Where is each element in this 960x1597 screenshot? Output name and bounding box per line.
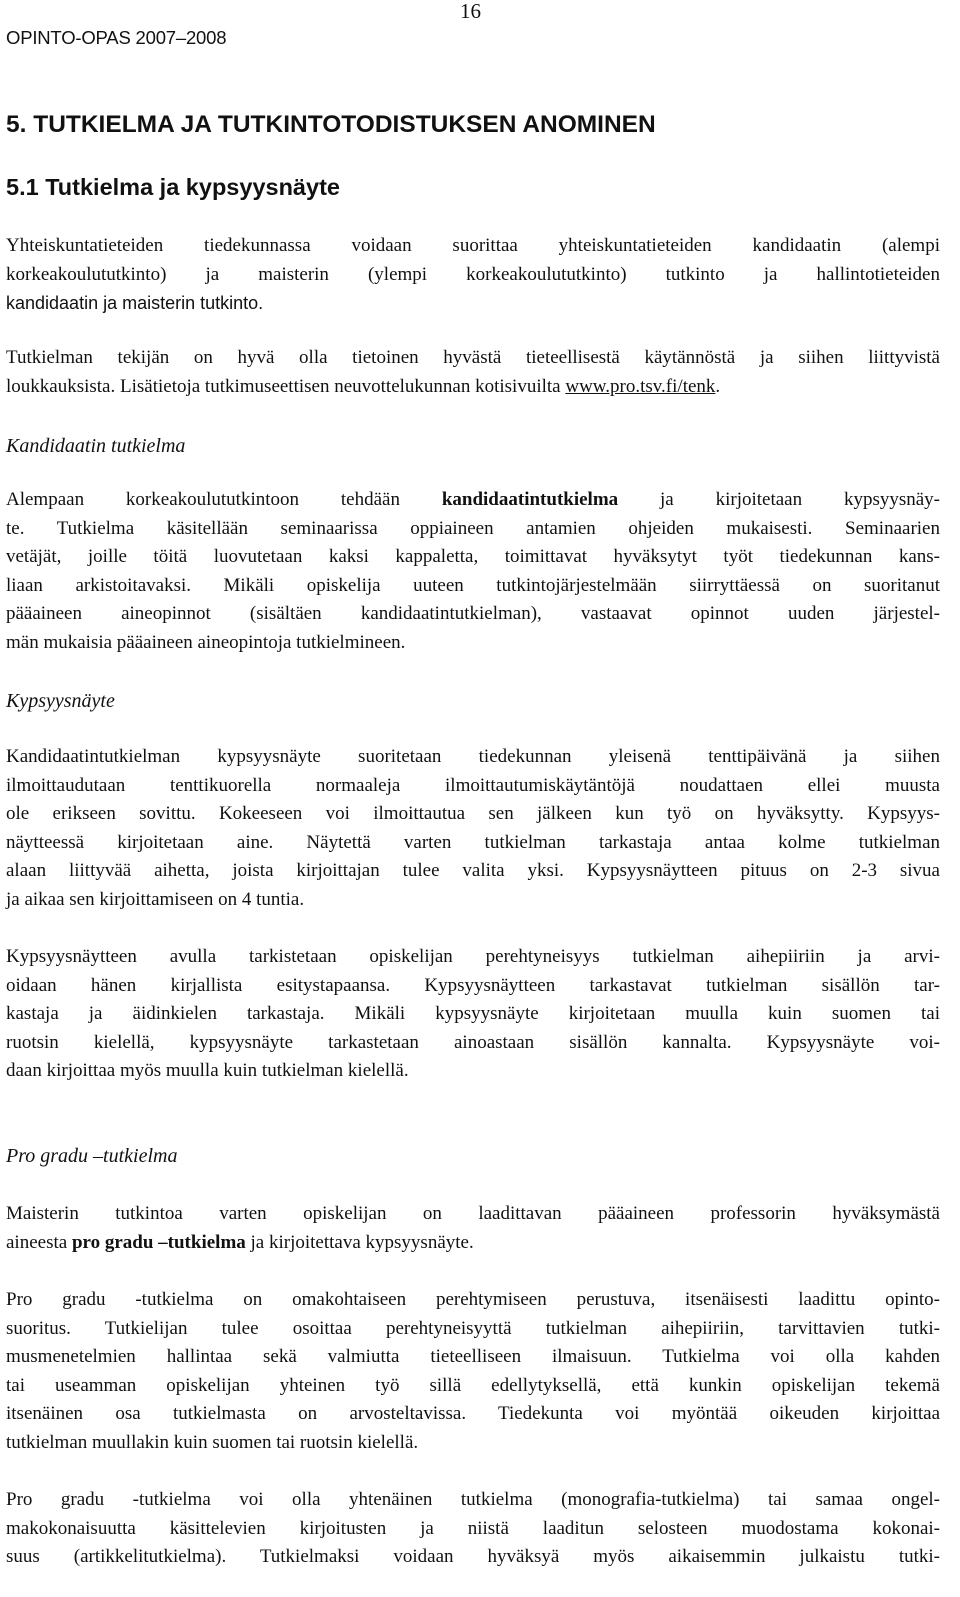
- intro-paragraph: [6, 232, 940, 318]
- progradu-line: tai useamman opiskelijan yhteinen työ sillä edellytyksellä, että kunkin opiskelijan tekemä: [6, 1374, 940, 1396]
- progradu-line: makokonaisuutta käsittelevien kirjoitusten ja niistä laaditun selosteen muodostama kokonai-: [6, 1517, 940, 1539]
- progradu-paragraph-2: [6, 1286, 940, 1457]
- kandidaatin-heading: Kandidaatin tutkielma: [6, 435, 186, 457]
- kypsyysnayte-line: ja aikaa sen kirjoittamiseen on 4 tuntia.: [6, 888, 305, 910]
- ethics-line: [6, 373, 940, 402]
- kypsyysnayte-paragraph-2: [6, 943, 940, 1086]
- kandidaatin-line: vetäjät, joille töitä luovutetaan kaksi kappaletta, toimittavat hyväksytyt työt tiedekunnan kans-: [6, 546, 940, 567]
- running-head: OPINTO-OPAS 2007–2008: [6, 27, 227, 48]
- section-heading: 5.1 Tutkielma ja kypsyysnäyte: [6, 174, 340, 200]
- kypsyysnayte-line: ilmoittaudutaan tenttikuorella normaaleja ilmoittautumiskäytäntöjä noudattaen ellei muusta: [6, 774, 940, 796]
- kandidaatin-term: kandidaatintutkielma: [441, 489, 619, 510]
- kypsyysnayte-line: Kandidaatintutkielman kypsyysnäyte suoritetaan tiedekunnan yleisenä tenttipäivänä ja siihen: [6, 746, 940, 767]
- progradu-line: Pro gradu -tutkielma voi olla yhtenäinen tutkielma (monografia-tutkielma) tai samaa ongel-: [6, 1489, 940, 1510]
- kypsyysnayte-paragraph-1: [6, 743, 940, 914]
- kypsyysnayte-line: ruotsin kielellä, kypsyysnäyte tarkastetaan ainoastaan sisällön kannalta. Kypsyysnäyte voi-: [6, 1031, 940, 1053]
- chapter-heading: 5. TUTKIELMA JA TUTKINTOTODISTUKSEN ANOMINEN: [6, 111, 656, 138]
- kypsyysnayte-line: näytteessä kirjoitetaan aine. Näytettä varten tutkielman tarkastaja antaa kolme tutkielman: [6, 831, 940, 853]
- kypsyysnayte-line: daan kirjoittaa myös muulla kuin tutkielman kielellä.: [6, 1060, 409, 1081]
- progradu-text: ja kirjoitettava kypsyysnäyte.: [245, 1231, 474, 1253]
- progradu-line: Maisterin tutkintoa varten opiskelijan on laadittavan pääaineen professorin hyväksymästä: [6, 1203, 940, 1224]
- kandidaatin-paragraph: [6, 486, 940, 657]
- progradu-paragraph-1: [6, 1200, 940, 1257]
- progradu-line: [6, 1229, 940, 1258]
- intro-line: kandidaatin ja maisterin tutkinto.: [6, 293, 264, 313]
- kypsyysnayte-line: alaan liittyvää aihetta, joista kirjoittajan tulee valita yksi. Kypsyysnäytteen pituus on 2-3 sivua: [6, 860, 940, 881]
- tenk-link[interactable]: www.pro.tsv.fi/tenk: [565, 375, 716, 397]
- intro-line: korkeakoulututkinto) ja maisterin (ylempi korkeakoulututkinto) tutkinto ja hallintotieteiden: [6, 263, 940, 285]
- progradu-line: suus (artikkelitutkielma). Tutkielmaksi voidaan hyväksyä myös aikaisemmin julkaistu tutki-: [6, 1546, 940, 1567]
- kypsyysnayte-line: Kypsyysnäytteen avulla tarkistetaan opiskelijan perehtyneisyys tutkielman aihepiiriin ja arvi-: [6, 946, 940, 967]
- progradu-line: itsenäinen osa tutkielmasta on arvosteltavissa. Tiedekunta voi myöntää oikeuden kirjoittaa: [6, 1403, 940, 1424]
- kandidaatin-line: te. Tutkielma käsitellään seminaarissa oppiaineen antamien ohjeiden mukaisesti. Seminaarien: [6, 517, 940, 539]
- kypsyysnayte-line: kastaja ja äidinkielen tarkastaja. Mikäli kypsyysnäyte kirjoitetaan muulla kuin suomen tai: [6, 1003, 940, 1024]
- ethics-text: loukkauksista. Lisätietoja tutkimuseettisen neuvottelukunnan kotisivuilta: [6, 375, 566, 397]
- progradu-heading: Pro gradu –tutkielma: [6, 1145, 178, 1167]
- ethics-line: Tutkielman tekijän on hyvä olla tietoinen hyvästä tieteellisestä käytännöstä ja siihen liittyvistä: [6, 347, 940, 368]
- progradu-term: pro gradu –tutkielma: [71, 1231, 246, 1253]
- kandidaatin-text: Alempaan korkeakoulututkintoon tehdään: [6, 489, 442, 510]
- kandidaatin-text: ja kirjoitetaan kypsyysnäy-: [618, 489, 941, 510]
- progradu-line: Pro gradu -tutkielma on omakohtaiseen perehtymiseen perustuva, itsenäisesti laadittu opinto-: [6, 1289, 940, 1310]
- progradu-paragraph-3: [6, 1486, 940, 1572]
- intro-line: Yhteiskuntatieteiden tiedekunnassa voidaan suorittaa yhteiskuntatieteiden kandidaatin (alempi: [6, 235, 940, 256]
- progradu-line: tutkielman muullakin kuin suomen tai ruotsin kielellä.: [6, 1431, 419, 1453]
- kypsyysnayte-line: ole erikseen sovittu. Kokeeseen voi ilmoittautua sen jälkeen kun työ on hyväksytty. Kypsyys-: [6, 803, 940, 824]
- kandidaatin-line: pääaineen aineopinnot (sisältäen kandidaatintutkielman), vastaavat opinnot uuden järjestel-: [6, 603, 940, 624]
- kandidaatin-line: liaan arkistoitavaksi. Mikäli opiskelija uuteen tutkintojärjestelmään siirryttäessä on suoritanut: [6, 574, 940, 596]
- progradu-line: suoritus. Tutkielijan tulee osoittaa perehtyneisyyttä tutkielman aihepiiriin, tarvittavien tutki-: [6, 1317, 940, 1339]
- progradu-text: aineesta: [6, 1231, 72, 1253]
- ethics-text: .: [715, 375, 721, 397]
- kypsyysnayte-line: oidaan hänen kirjallista esitystapaansa. Kypsyysnäytteen tarkastavat tutkielman sisällön tar-: [6, 974, 940, 996]
- ethics-paragraph: [6, 344, 940, 401]
- kypsyysnayte-heading: Kypsyysnäyte: [6, 690, 115, 712]
- kandidaatin-line: [6, 486, 940, 515]
- kandidaatin-line: män mukaisia pääaineen aineopintoja tutkielmineen.: [6, 631, 406, 653]
- progradu-line: musmenetelmien hallintaa sekä valmiutta tieteelliseen ilmaisuun. Tutkielma voi olla kahden: [6, 1346, 940, 1367]
- page-number: 16: [460, 0, 481, 23]
